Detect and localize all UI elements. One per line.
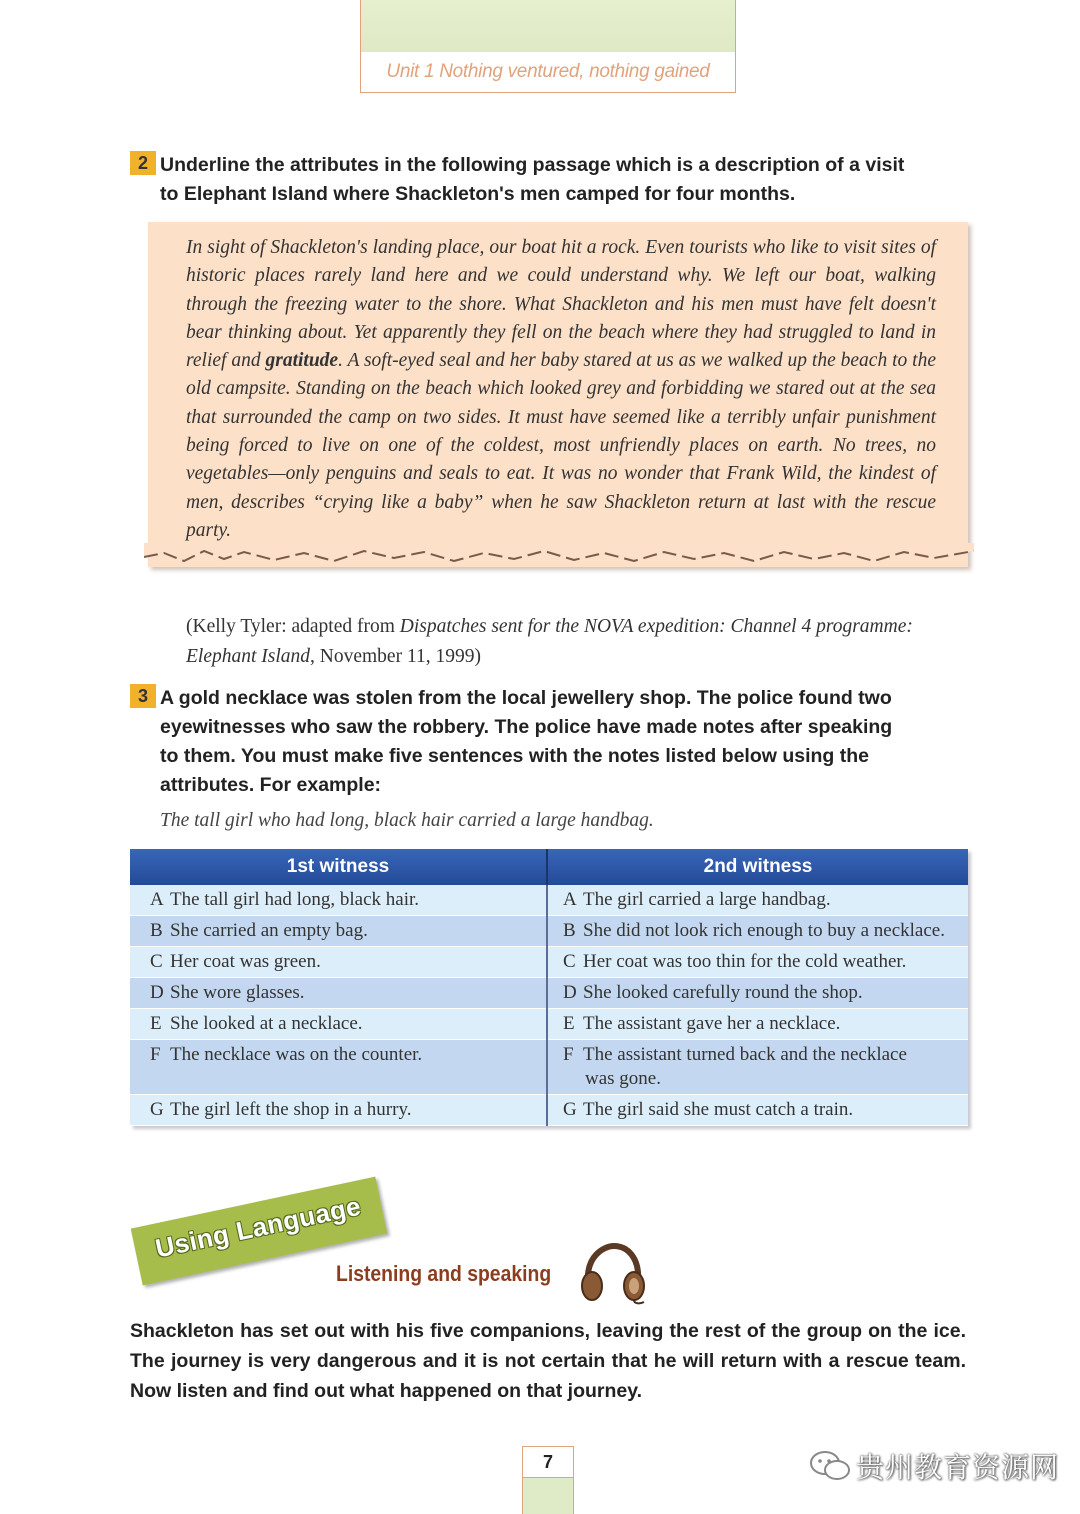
section-subheading: Listening and speaking [336,1261,552,1286]
witness-2-note-continued: was gone. [585,1068,661,1089]
wechat-icon [808,1448,852,1484]
watermark-text: 贵州教育资源网 [856,1452,1060,1483]
task-2-line-1: Underline the attributes in the following passage which is a description of a visit [160,154,905,176]
header-decoration [361,0,735,52]
witness-1-note: She wore glasses. [170,982,305,1003]
task-2-line-2: to Elephant Island where Shackleton's men camped for four months. [160,183,796,205]
citation [186,612,966,672]
table-cell [130,1040,547,1095]
example-sentence: The tall girl who had long, black hair carried a large handbag. [160,810,654,831]
listening-instructions: Shackleton has set out with his five companions, leaving the rest of the group on the ice. The journey is very dangerous and it is not certain that he will return with a rescue team. Now listen and find out what happened on that journey. [130,1320,966,1402]
row-letter: A [563,889,577,910]
table-cell [130,1095,547,1126]
task-number-badge: 3 [130,684,156,708]
table-cell [547,947,968,978]
witness-1-note: The tall girl had long, black hair. [170,889,420,910]
row-letter: E [563,1013,575,1034]
row-letter: B [150,920,163,941]
task-number-badge: 2 [130,151,156,175]
witness-2-note: The girl carried a large handbag. [583,889,831,910]
unit-title: Unit 1 Nothing ventured, nothing gained [386,61,710,82]
table-row [130,1009,968,1040]
witness-1-note: She carried an empty bag. [170,920,368,941]
table-row [130,947,968,978]
task-2-instruction [130,151,980,209]
witness-1-note: She looked at a necklace. [170,1013,363,1034]
table-cell [547,1009,968,1040]
table-cell [130,1009,547,1040]
table-row [130,978,968,1009]
column-header-2nd-witness: 2nd witness [547,849,968,885]
table-cell [547,1095,968,1126]
row-letter: F [563,1044,574,1065]
witness-2-note: She looked carefully round the shop. [583,982,863,1003]
headphones-icon [578,1242,646,1306]
table-row [130,885,968,916]
task-3-instruction [130,684,980,800]
task-3-line-4: attributes. For example: [160,774,382,796]
table-row [130,1095,968,1126]
table-cell [547,978,968,1009]
row-letter: G [150,1099,164,1120]
row-letter: D [150,982,164,1003]
citation-suffix: , November 11, 1999) [310,646,481,667]
table-cell [547,885,968,916]
citation-prefix: (Kelly Tyler: adapted from [186,616,400,637]
witness-2-note: The assistant turned back and the necklace [583,1044,907,1065]
table-cell [130,916,547,947]
page-number: 7 [523,1447,573,1478]
passage-text [186,234,936,545]
witness-1-note: Her coat was green. [170,951,321,972]
table-cell [547,916,968,947]
table-row [130,1040,968,1095]
row-letter: G [563,1099,577,1120]
table-header-row [130,849,968,885]
torn-edge [144,543,974,573]
watermark [808,1446,1059,1486]
witness-1-note: The necklace was on the counter. [170,1044,423,1065]
passage-text-before: In sight of Shackleton's landing place, our boat hit a rock. Even tourists who like to visit sites of historic places rarely land here and we could understand why. We left our boat, walking through the freezing water to the shore. What Shackleton and his men must have felt doesn't bear thinking about. Yet apparently they fell on the beach where they had struggled to land in relief and [186,237,936,372]
passage-box [148,222,968,567]
table-cell [130,978,547,1009]
table-row [130,916,968,947]
table-cell [547,1040,968,1095]
row-letter: A [150,889,164,910]
row-letter: C [150,951,163,972]
column-header-1st-witness: 1st witness [130,849,547,885]
row-letter: C [563,951,576,972]
witness-2-note: She did not look rich enough to buy a necklace. [583,920,945,941]
table-cell [130,885,547,916]
row-letter: F [150,1044,161,1065]
citation-title: Dispatches sent for the NOVA expedition: Channel 4 programme: Elephant Island [186,616,913,667]
task-3-line-2: eyewitnesses who saw the robbery. The police have made notes after speaking [160,716,893,738]
passage-bold-word: gratitude [265,350,339,372]
witness-table [130,849,968,1126]
unit-header [360,0,736,93]
table-cell [130,947,547,978]
row-letter: D [563,982,577,1003]
witness-2-note: The assistant gave her a necklace. [583,1013,841,1034]
witness-1-note: The girl left the shop in a hurry. [170,1099,412,1120]
witness-2-note: Her coat was too thin for the cold weather. [583,951,907,972]
banner-label: Using Language [152,1190,364,1264]
page-number-box [522,1446,574,1514]
witness-2-note: The girl said she must catch a train. [583,1099,854,1120]
task-3-line-1: A gold necklace was stolen from the local jewellery shop. The police found two [160,687,892,709]
row-letter: E [150,1013,162,1034]
row-letter: B [563,920,576,941]
task-3-line-3: to them. You must make five sentences with the notes listed below using the [160,745,869,767]
passage-text-after: . A soft-eyed seal and her baby stared at us as we walked up the beach to the old campsite. Standing on the beach which looked grey and forbidding we stared out at the sea that surrounded the camp on two sides. It must have seemed like a terribly unfair punishment being forced to live on one of the coldest, most unfriendly places on earth. No trees, no vegetables—only penguins and seals to eat. It was no wonder that Frank Wild, the kindest of men, describes “crying like a baby” when he saw Shackleton return at last with the rescue party. [186,350,936,541]
